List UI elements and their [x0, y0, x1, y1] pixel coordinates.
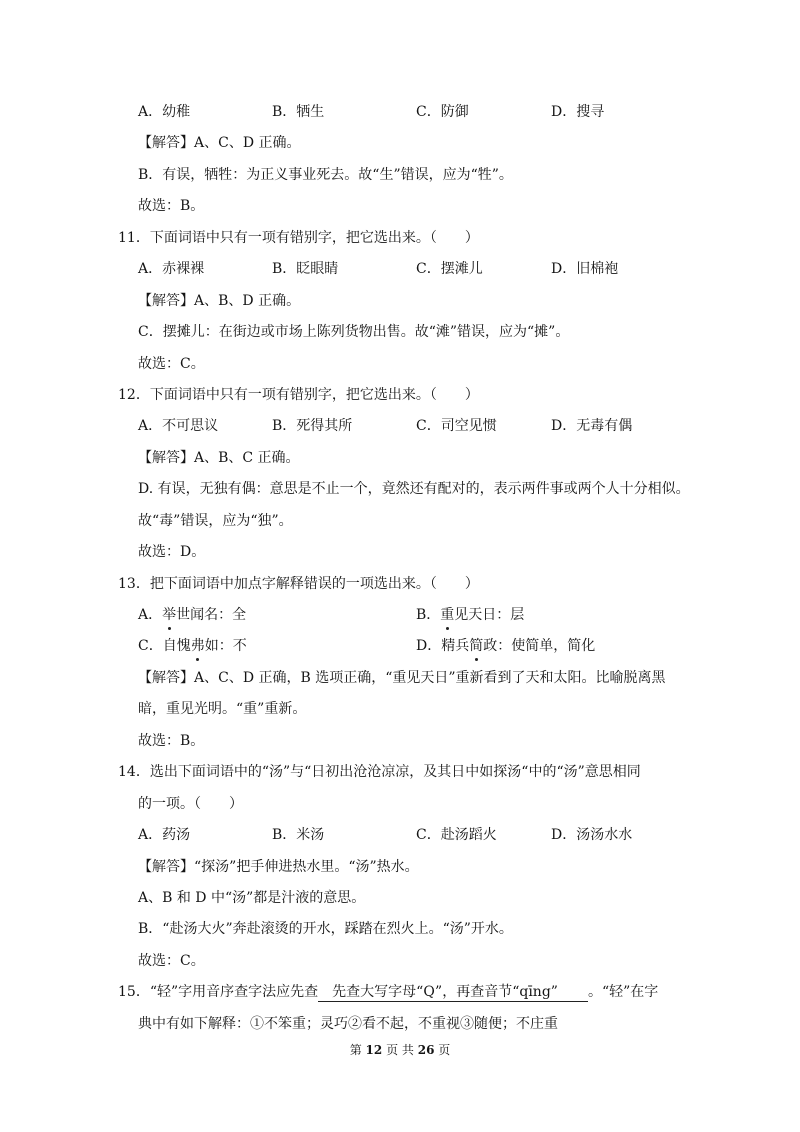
q13-stem-text: 把下面词语中加点字解释错误的一项选出来。（ ） — [149, 575, 479, 592]
q12-stem — [0, 380, 800, 411]
q13-option-c-label: C． — [138, 638, 163, 655]
q12-option-b: B．死得其所 — [272, 418, 353, 435]
q13-option-a-dotted-char: 举 — [162, 600, 176, 631]
q10-options — [0, 97, 800, 128]
q14-answer-line: B．“赴汤大火”奔赴滚烫的开水，踩踏在烈火上。“汤”开水。 — [138, 921, 513, 938]
q10-option-a: A．幼稚 — [138, 104, 191, 120]
q11-stem — [0, 223, 800, 254]
q13-option-b — [416, 600, 524, 631]
q15-number: 15． — [118, 984, 150, 1001]
q13-option-d-label: D． — [416, 638, 442, 655]
q13-option-a-label: A． — [138, 607, 163, 623]
q13-option-d-pre: 精兵 — [441, 638, 470, 655]
footer-suffix: 页 — [438, 1043, 451, 1057]
q14-options — [0, 820, 800, 851]
q13-stem — [0, 569, 800, 600]
q13-option-a — [138, 600, 246, 631]
q13-answer-head: 【解答】A、C、D 正确，B 选项正确，“重见天日”重新看到了天和太阳。比喻脱离黑 — [138, 669, 666, 686]
footer-total-pages: 26 — [417, 1043, 435, 1057]
q13-option-d — [416, 631, 595, 662]
q11-answer-head: 【解答】A、B、D 正确。 — [138, 292, 301, 309]
q14-stem — [0, 757, 800, 788]
q10-option-b: B．牺生 — [272, 104, 325, 120]
q12-option-a: A．不可思议 — [138, 418, 219, 435]
q13-option-c — [138, 631, 247, 662]
q14-number: 14． — [118, 764, 150, 781]
q12-option-d: D．无毒有偶 — [551, 418, 633, 435]
question-12 — [0, 380, 800, 569]
q12-answer-line: 故“毒”错误，应为“独”。 — [138, 512, 293, 529]
q11-stem-text: 下面词语中只有一项有错别字，把它选出来。（ ） — [149, 229, 479, 246]
q12-answer-head: 【解答】A、B、C 正确。 — [138, 449, 300, 466]
q11-options — [0, 254, 800, 285]
question-14 — [0, 757, 800, 977]
q13-answer-line: 暗，重见光明。“重”重新。 — [138, 701, 307, 718]
q13-option-b-dotted-char: 重 — [440, 600, 454, 631]
q12-options — [0, 411, 800, 442]
q13-number: 13． — [118, 575, 150, 592]
q14-answer-line: A、B 和 D 中“汤”都是汁液的意思。 — [138, 889, 366, 906]
q11-answer-line: C．摆摊儿：在街边或市场上陈列货物出售。故“滩”错误，应为“摊”。 — [138, 324, 570, 341]
q13-choice: 故选：B。 — [138, 732, 205, 749]
page-content — [0, 97, 800, 1040]
q12-stem-text: 下面词语中只有一项有错别字，把它选出来。（ ） — [149, 386, 479, 403]
q12-option-c: C．司空见惯 — [416, 418, 497, 435]
question-11 — [0, 223, 800, 380]
q14-option-b: B．米汤 — [272, 827, 325, 844]
q10-option-c: C．防御 — [416, 104, 469, 120]
footer-page-number: 12 — [365, 1043, 383, 1057]
q12-number: 12． — [118, 386, 150, 403]
q14-stem-text: 选出下面词语中的“汤”与“日初出沧沧凉凉，及其日中如探汤“中的“汤”意思相同 — [149, 764, 641, 781]
q13-option-b-label: B． — [416, 607, 441, 623]
q13-option-c-rest: 如：不 — [204, 638, 247, 655]
question-15 — [0, 977, 800, 1040]
q12-answer-line: D. 有误，无独有偶：意思是不止一个，竟然还有配对的，表示两件事或两个人十分相似。 — [138, 481, 690, 498]
q10-choice: 故选：B。 — [138, 198, 205, 215]
question-13 — [0, 569, 800, 758]
q10-answer-head: 【解答】A、C、D 正确。 — [138, 135, 301, 152]
q11-option-d: D．旧棉袍 — [551, 261, 619, 278]
q13-option-d-dotted-char: 简 — [469, 631, 483, 662]
q14-choice: 故选：C。 — [138, 952, 205, 969]
q11-option-b: B．眨眼睛 — [272, 261, 339, 278]
q15-stem — [0, 977, 800, 1008]
q14-option-d: D．汤汤水水 — [551, 827, 633, 844]
q13-option-c-pre: 自愧 — [162, 638, 191, 655]
q13-option-b-rest: 见天日：层 — [454, 607, 525, 623]
q11-choice: 故选：C。 — [138, 355, 205, 372]
q15-stem-post: 。“轻”在字 — [587, 984, 659, 1001]
footer-prefix: 第 — [349, 1043, 362, 1057]
q11-option-c: C．摆滩儿 — [416, 261, 483, 278]
q12-choice: 故选：D。 — [138, 544, 206, 561]
page-footer — [0, 1041, 800, 1059]
q13-options-row-2 — [0, 631, 800, 662]
q15-blank-answer: 先查大写字母“Q”，再查音节“qīng” — [318, 983, 588, 1002]
q13-option-d-rest: 政：使简单，简化 — [483, 638, 596, 655]
q11-number: 11． — [118, 229, 150, 246]
q15-stem-pre: “轻”字用音序查字法应先查 — [149, 984, 319, 1001]
q14-option-c: C．赴汤蹈火 — [416, 827, 497, 844]
q13-options-row-1 — [0, 600, 800, 631]
question-10 — [0, 97, 800, 223]
q13-option-c-dotted-char: 弗 — [191, 631, 205, 662]
q14-option-a: A．药汤 — [138, 827, 191, 844]
q10-answer-line: B．有误，牺牲：为正义事业死去。故“生”错误，应为“牲”。 — [138, 166, 513, 183]
q15-stem-continued: 典中有如下解释：①不笨重；灵巧②看不起，不重视③随便；不庄重 — [138, 1015, 558, 1032]
q14-answer-head: 【解答】“探汤”把手伸进热水里。“汤”热水。 — [138, 858, 419, 875]
q14-stem-continued: 的一项。（ ） — [138, 795, 243, 812]
q11-option-a: A．赤裸裸 — [138, 261, 205, 278]
footer-middle: 页 共 — [386, 1043, 414, 1057]
q13-option-a-rest: 世闻名：全 — [176, 607, 247, 623]
q10-option-d: D．搜寻 — [551, 104, 605, 120]
